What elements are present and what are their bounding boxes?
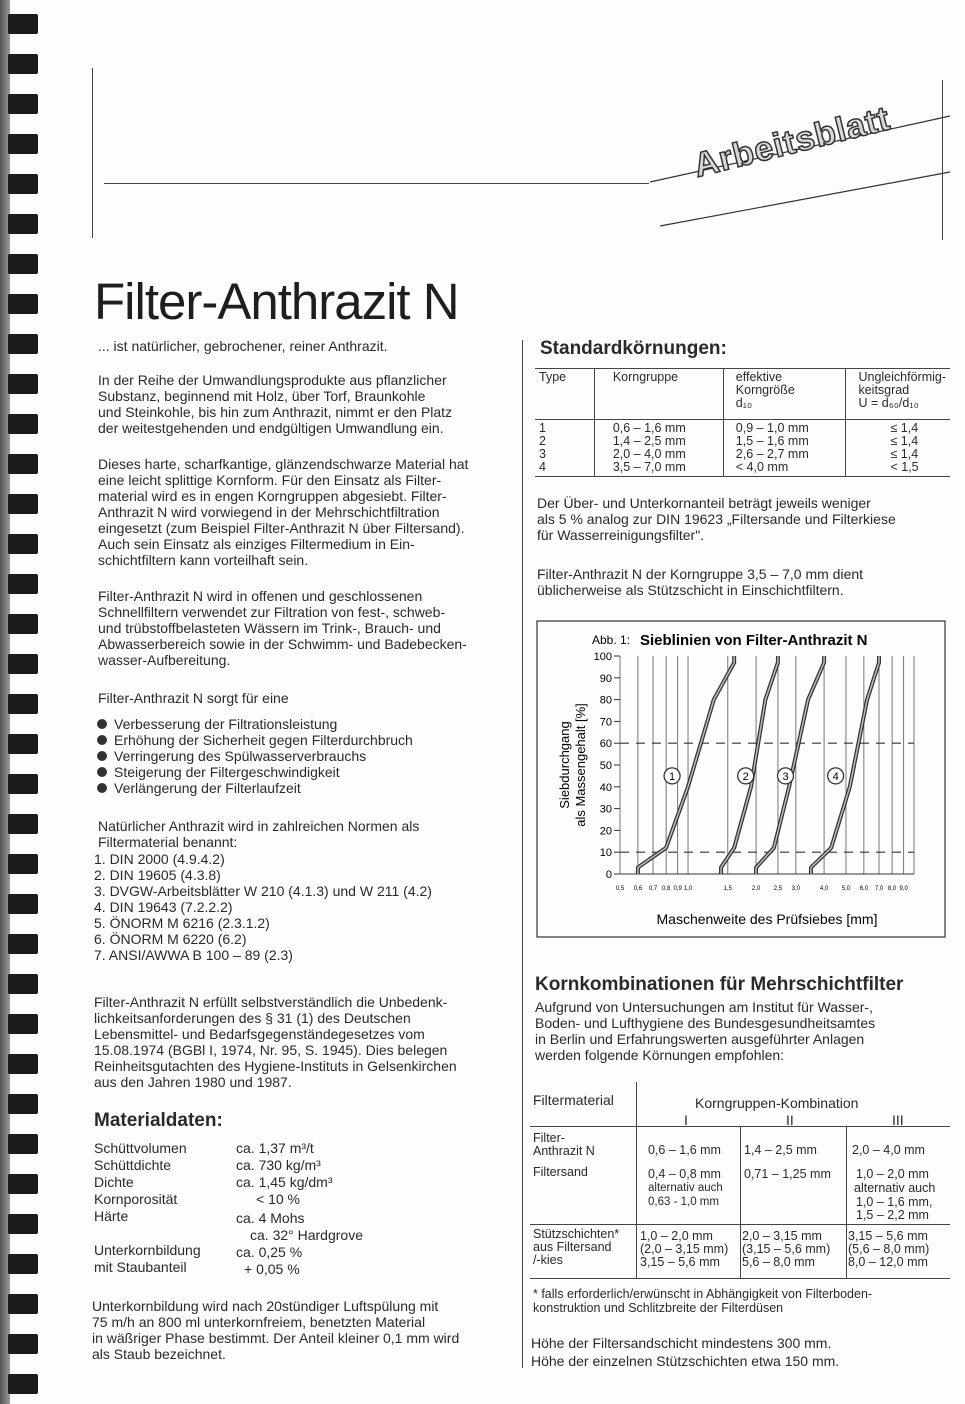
list-item: 4. DIN 19643 (7.2.2.2) <box>94 899 233 915</box>
x-tick-label: 0,5 <box>615 886 625 892</box>
binding-ring <box>8 54 38 74</box>
y-tick-label: 50 <box>599 760 612 772</box>
binding-ring <box>8 374 38 394</box>
norms-list <box>94 851 432 963</box>
table-cell: 1,0 – 1,6 mm, 1,5 – 2,2 mm <box>856 1195 933 1222</box>
standard-note-1: Der Über- und Unterkornanteil beträgt jeweils weniger als 5 % analog zur DIN 19623 „Filtersande und Filterkiese für Wasserreinigungsfilter". <box>537 495 896 543</box>
table-cell: 1,0 – 2,0 mm (2,0 – 3,15 mm) 3,15 – 5,6 mm <box>640 1229 729 1269</box>
y-axis-label: Siebdurchgang <box>557 721 572 809</box>
benefits-list <box>96 716 413 796</box>
x-axis-label: Maschenweite des Prüfsiebes [mm] <box>656 911 878 927</box>
material-paragraph: Dieses harte, scharfkantige, glänzendschwarze Material hat eine leicht splittige Kornform. Für den Einsatz als Filter- material wird es in engen Korngruppen abgesiebt. Filter- Anthrazit N wird vorwiegend in der Mehrschichtfiltration eingesetzt (zum Beispiel Filter-Anthrazit N über Filtersand). Auch sein Einsatz als einziges Filtermedium in Ein- schichtfiltern kann vorteilhaft sein. <box>98 456 469 568</box>
binding-ring <box>8 854 38 874</box>
col-header: effektive Korngröße d₁₀ <box>723 369 846 420</box>
x-tick-label: 9,0 <box>899 886 908 892</box>
group-header: Korngruppen-Kombination <box>695 1095 859 1111</box>
binding-ring <box>8 1294 38 1314</box>
row-label: Filter- Anthrazit N <box>533 1131 595 1158</box>
binding-ring <box>8 494 38 514</box>
table-cell: 2,0 – 4,0 mm <box>852 1143 925 1157</box>
standard-note-2: Filter-Anthrazit N der Korngruppe 3,5 – 7,0 mm dient üblicherweise als Stützschicht in Einschichtfiltern. <box>537 566 864 598</box>
binding-ring <box>8 334 38 354</box>
binding-ring <box>8 1214 38 1234</box>
md-value: ca. 4 Mohs <box>236 1210 305 1226</box>
table-cell: 2,0 – 3,15 mm (3,15 – 5,6 mm) 5,6 – 8,0 mm <box>742 1229 831 1269</box>
x-tick-label: 3,0 <box>791 886 801 892</box>
binding-ring <box>8 134 38 154</box>
y-tick-label: 90 <box>599 672 612 685</box>
intro-paragraph: In der Reihe der Umwandlungsprodukte aus pflanzlicher Substanz, beginnend mit Holz, über Torf, Braunkohle und Steinkohle, bis hin zum Anthrazit, nimmt er den Platz der weitestgehenden und endgültigen Umwandlung ein. <box>98 372 453 436</box>
binding-ring <box>8 1174 38 1194</box>
list-item: 6. ÖNORM M 6220 (6.2) <box>94 931 247 947</box>
binding-ring <box>8 254 38 274</box>
column-divider <box>522 340 523 1368</box>
page-title: Filter-Anthrazit N <box>94 273 459 330</box>
x-tick-label: 7,0 <box>874 886 884 892</box>
y-tick-label: 70 <box>599 716 612 729</box>
d10-cell: 0,9 – 1,0 mm 1,5 – 1,6 mm 2,6 – 2,7 mm < 4,0 mm <box>723 420 846 477</box>
binding-ring <box>8 294 38 314</box>
y-axis-label: als Massengehalt [%] <box>573 703 588 827</box>
subtitle: ... ist natürlicher, gebrochener, reiner Anthrazit. <box>98 338 388 354</box>
md-value: ca. 1,45 kg/dm³ <box>236 1174 333 1190</box>
x-tick-label: 0,6 <box>633 886 643 892</box>
binding-ring <box>8 214 38 234</box>
x-tick-label: 0,9 <box>673 886 682 892</box>
header-rule <box>104 183 649 184</box>
md-label: Dichte <box>94 1174 134 1190</box>
sieve-chart <box>536 620 946 938</box>
stamp-text: Arbeitsblatt <box>690 99 895 185</box>
sieve-curve-4 <box>811 656 879 874</box>
table-cell: 0,6 – 1,6 mm <box>648 1143 721 1157</box>
materialdaten-heading: Materialdaten: <box>94 1110 223 1131</box>
x-tick-label: 1,0 <box>683 886 693 892</box>
row-label: Stützschichten* aus Filtersand /-kies <box>533 1227 620 1267</box>
col-header: Korngruppe <box>594 369 723 420</box>
y-tick-label: 20 <box>599 825 612 838</box>
spiral-binding <box>0 0 44 1404</box>
y-tick-label: 10 <box>599 847 612 860</box>
height-note-1: Höhe der Filtersandschicht mindestens 300 mm. <box>531 1335 832 1351</box>
y-tick-label: 60 <box>599 738 612 751</box>
list-item: 7. ANSI/AWWA B 100 – 89 (2.3) <box>94 947 293 963</box>
list-item: 1. DIN 2000 (4.9.4.2) <box>94 851 225 867</box>
binding-ring <box>8 454 38 474</box>
binding-ring <box>8 1094 38 1114</box>
safety-paragraph: Filter-Anthrazit N erfüllt selbstverständlich die Unbedenk- lichkeitsanforderungen des § 31 (1) des Deutschen Lebensmittel- und Bedarfsgegenständegesetzes vom 15.08.1974 (BGBl I, 1974, Nr. 95, S. 1945). Dies belegen Reinheitsgutachten des Hygiene-Instituts in Gelsenkirchen aus den Jahren 1980 und 1987. <box>94 994 457 1090</box>
table-cell: 1,0 – 2,0 mm <box>856 1167 929 1181</box>
binding-ring <box>8 1254 38 1274</box>
y-tick-label: 80 <box>599 694 612 707</box>
usage-paragraph: Filter-Anthrazit N wird in offenen und geschlossenen Schnellfiltern verwendet zur Filtration von fest-, schweb- und trübstoffbelasteten Wässern im Trink-, Brauch- und Abwasserbereich sowie in der Schwimm- und Badebecken- wasser-Aufbereitung. <box>98 588 467 668</box>
x-tick-label: 2,5 <box>773 886 783 892</box>
md-value: ca. 32° Hardgrove <box>250 1227 363 1243</box>
md-value: ca. 1,37 m³/t <box>236 1140 314 1156</box>
x-tick-label: 1,5 <box>723 886 732 892</box>
roman-header: III <box>892 1112 904 1128</box>
list-item: Verlängerung der Filterlaufzeit <box>96 780 413 796</box>
curve-marker-label: 4 <box>832 770 839 783</box>
binding-ring <box>8 934 38 954</box>
row-label: Filtersand <box>533 1165 588 1179</box>
left-margin-line <box>92 68 93 238</box>
binding-ring <box>8 614 38 634</box>
curve-marker-label: 3 <box>782 770 789 783</box>
md-value: < 10 % <box>256 1191 300 1207</box>
binding-ring <box>8 654 38 674</box>
md-label: Schüttvolumen <box>94 1140 187 1156</box>
table-cell: alternativ auch <box>854 1181 936 1195</box>
type-cell: 1 2 3 4 <box>535 420 594 477</box>
binding-ring <box>8 534 38 554</box>
u-cell: ≤ 1,4 ≤ 1,4 ≤ 1,4 < 1,5 <box>890 421 919 474</box>
md-label: Unterkornbildung <box>94 1242 201 1258</box>
table-cell: alternativ auch <box>648 1182 723 1194</box>
list-item: Steigerung der Filtergeschwindigkeit <box>96 764 413 780</box>
x-tick-label: 8,0 <box>887 886 897 892</box>
table-cell: 1,4 – 2,5 mm <box>744 1143 817 1157</box>
norms-intro: Natürlicher Anthrazit wird in zahlreichen Normen als Filtermaterial benannt: <box>98 818 420 850</box>
benefits-intro: Filter-Anthrazit N sorgt für eine <box>98 690 289 706</box>
list-item: 3. DVGW-Arbeitsblätter W 210 (4.1.3) und W 211 (4.2) <box>94 883 432 899</box>
kombination-heading: Kornkombinationen für Mehrschichtfilter <box>535 974 904 995</box>
list-item: Verbesserung der Filtrationsleistung <box>96 716 413 732</box>
x-tick-label: 0,8 <box>661 886 671 892</box>
binding-ring <box>8 574 38 594</box>
binding-ring <box>8 174 38 194</box>
sieve-curve-1-inner <box>638 656 734 874</box>
unterkorn-paragraph: Unterkornbildung wird nach 20stündiger Luftspülung mit 75 m/h an 800 ml unterkornfreiem, benetzten Material in wäßriger Phase bestimmt. Der Anteil kleiner 0,1 mm wird als Staub bezeichnet. <box>92 1298 460 1362</box>
x-tick-label: 6,0 <box>859 886 869 892</box>
footnote: * falls erforderlich/erwünscht in Abhängigkeit von Filterboden- konstruktion und Schlitzbreite der Filterdüsen <box>533 1287 873 1315</box>
binding-ring <box>8 734 38 754</box>
kombination-table <box>530 1082 950 1280</box>
binding-ring <box>8 814 38 834</box>
binding-ring <box>8 1014 38 1034</box>
md-value: ca. 730 kg/m³ <box>236 1157 321 1173</box>
sieve-curve-2-inner <box>721 656 778 874</box>
table-cell: 0,63 - 1,0 mm <box>648 1196 719 1208</box>
md-label: mit Staubanteil <box>94 1259 187 1275</box>
list-item: 5. ÖNORM M 6216 (2.3.1.2) <box>94 915 270 931</box>
md-value: ca. 0,25 % <box>236 1244 303 1260</box>
binding-ring <box>8 1054 38 1074</box>
binding-ring <box>8 14 38 34</box>
binding-ring <box>8 1334 38 1354</box>
binding-ring <box>8 774 38 794</box>
x-tick-label: 4,0 <box>819 886 829 892</box>
binding-ring <box>8 894 38 914</box>
y-tick-label: 0 <box>605 869 612 881</box>
chart-title: Sieblinien von Filter-Anthrazit N <box>640 632 868 649</box>
chart-title-prefix: Abb. 1: <box>592 633 631 647</box>
x-tick-label: 0,7 <box>648 886 658 892</box>
md-label: Kornporosität <box>94 1191 178 1207</box>
sieve-curve-3 <box>756 656 824 874</box>
binding-ring <box>8 94 38 114</box>
md-label: Schüttdichte <box>94 1157 172 1173</box>
y-tick-label: 30 <box>599 803 612 816</box>
binding-ring <box>8 414 38 434</box>
md-value: + 0,05 % <box>244 1261 300 1277</box>
curve-marker-label: 2 <box>742 770 749 783</box>
table-cell: 3,15 – 5,6 mm (5,6 – 8,0 mm) 8,0 – 12,0 mm <box>848 1229 930 1269</box>
height-note-2: Höhe der einzelnen Stützschichten etwa 150 mm. <box>531 1353 840 1369</box>
kombination-intro: Aufgrund von Untersuchungen am Institut für Wasser-, Boden- und Lufthygiene des Bundesgesundheitsamtes in Berlin und Erfahrungswerten ausgeführter Anlagen werden folgende Körnungen empfohlen: <box>535 999 876 1063</box>
list-item: Erhöhung der Sicherheit gegen Filterdurchbruch <box>96 732 413 748</box>
curve-marker-label: 1 <box>669 770 676 783</box>
roman-header: I <box>684 1112 688 1128</box>
korngruppe-cell: 0,6 – 1,6 mm 1,4 – 2,5 mm 2,0 – 4,0 mm 3,5 – 7,0 mm <box>594 420 723 477</box>
col-header: Filtermaterial <box>533 1092 614 1108</box>
x-tick-label: 5,0 <box>841 886 851 892</box>
col-header: Ungleichförmig- keitsgrad U = d₆₀/d₁₀ <box>858 370 946 410</box>
list-item: Verringerung des Spülwasserverbrauchs <box>96 748 413 764</box>
list-item: 2. DIN 19605 (4.3.8) <box>94 867 221 883</box>
standard-heading: Standardkörnungen: <box>540 338 727 359</box>
y-tick-label: 40 <box>599 781 612 794</box>
binding-ring <box>8 974 38 994</box>
table-cell: 0,71 – 1,25 mm <box>744 1167 831 1181</box>
binding-ring <box>8 1134 38 1154</box>
binding-ring <box>8 694 38 714</box>
md-label: Härte <box>94 1208 129 1224</box>
roman-header: II <box>786 1112 794 1128</box>
table-cell: 0,4 – 0,8 mm <box>648 1167 721 1181</box>
standard-table <box>535 368 950 477</box>
x-tick-label: 2,0 <box>751 886 761 892</box>
col-header: Type <box>535 369 594 420</box>
y-tick-label: 100 <box>593 651 612 663</box>
binding-ring <box>8 1374 38 1394</box>
